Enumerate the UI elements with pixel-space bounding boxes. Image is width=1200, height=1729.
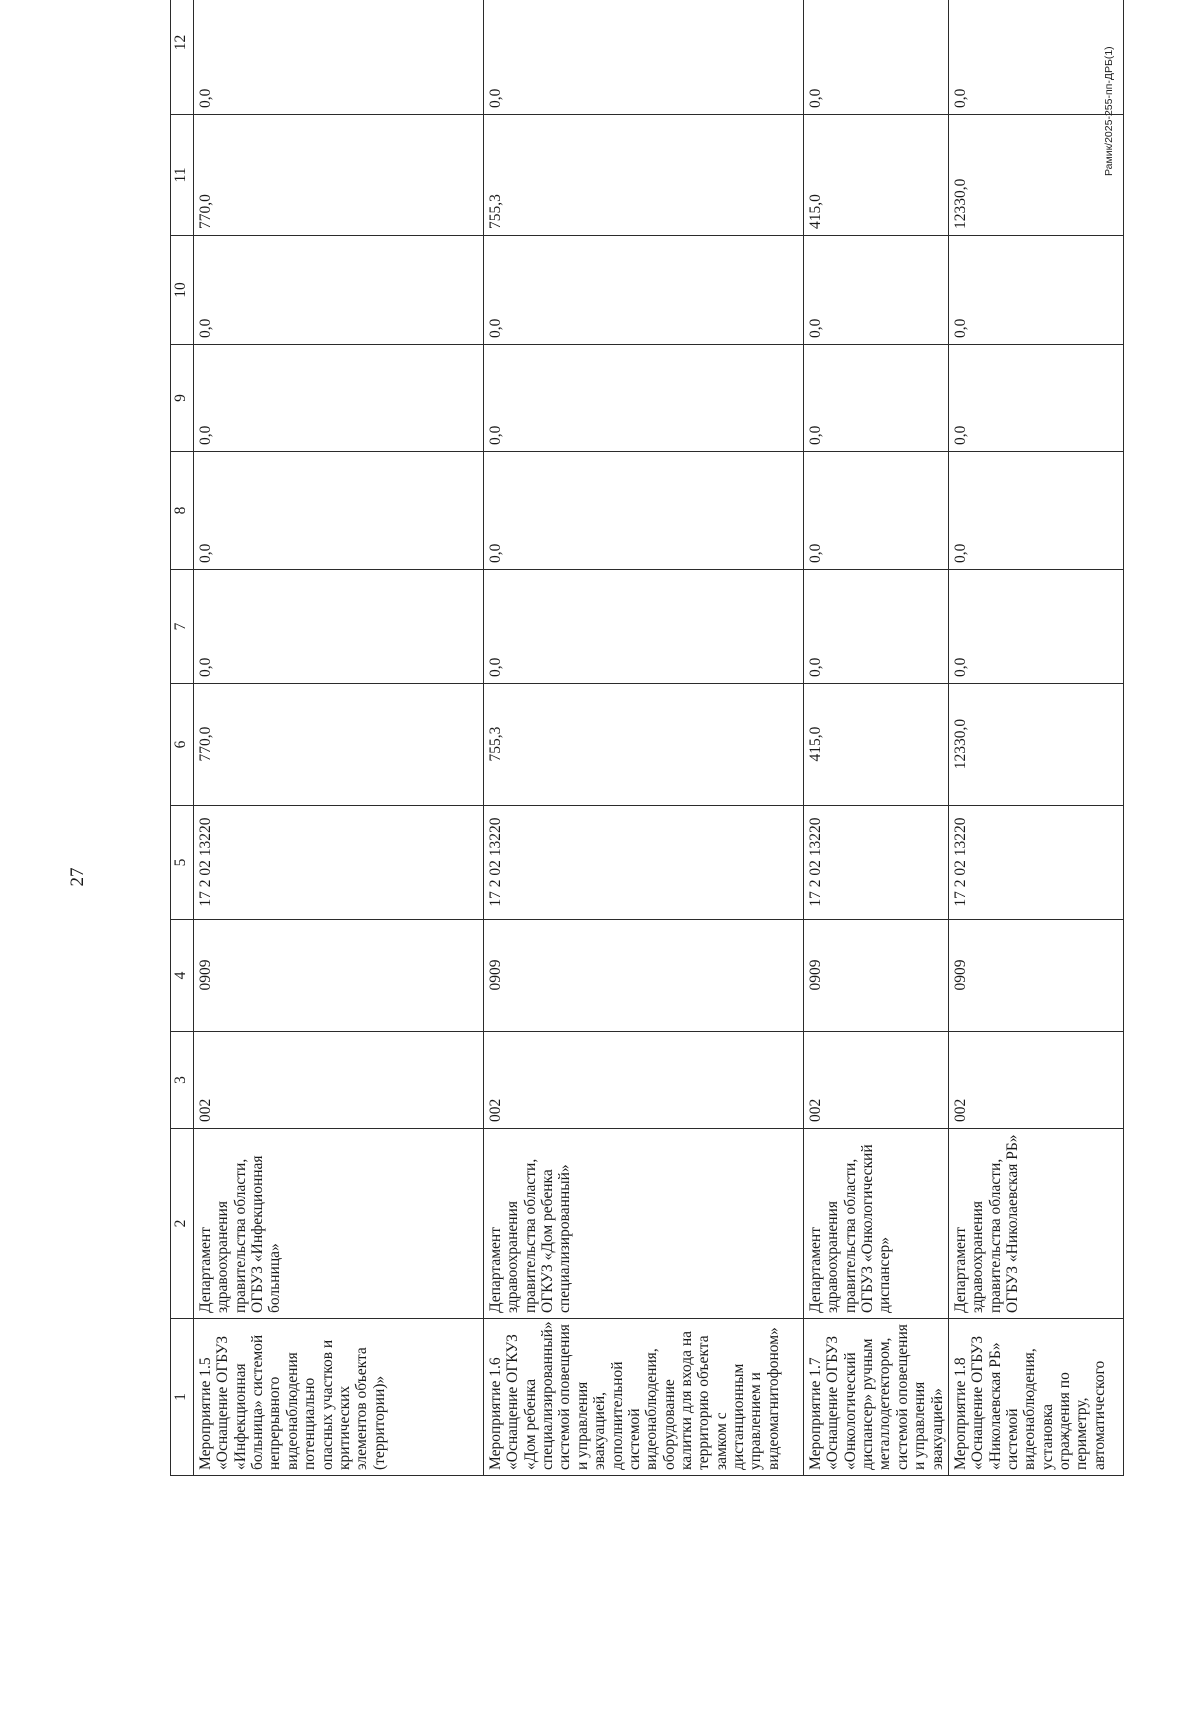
- value-cell-11: 770,0: [194, 115, 484, 236]
- section-cell: 0909: [804, 920, 949, 1032]
- value-cell-11: 415,0: [804, 115, 949, 236]
- total-cell: 12330,0: [948, 684, 1123, 806]
- code-cell: 002: [948, 1032, 1123, 1129]
- total-cell: 415,0: [804, 684, 949, 806]
- measure-cell: Мероприятие 1.5 «Оснащение ОГБУЗ «Инфекционная больница» системой непрерывного видеонаблюдения потенциально опасных участков и критических элементов объекта (территории)»: [194, 1319, 484, 1476]
- target-article-cell: 17 2 02 13220: [804, 806, 949, 920]
- col-header-7: 7: [171, 570, 194, 684]
- section-cell: 0909: [948, 920, 1123, 1032]
- header-row: [171, 0, 194, 1476]
- value-cell-9: 0,0: [484, 345, 804, 452]
- total-cell: 755,3: [484, 684, 804, 806]
- value-cell-7: 0,0: [804, 570, 949, 684]
- value-cell-7: 0,0: [948, 570, 1123, 684]
- value-cell-12: 0,0: [194, 0, 484, 115]
- code-cell: 002: [804, 1032, 949, 1129]
- value-cell-8: 0,0: [484, 452, 804, 570]
- col-header-10: 10: [171, 236, 194, 345]
- col-header-1: 1: [171, 1319, 194, 1476]
- col-header-2: 2: [171, 1129, 194, 1319]
- value-cell-12: 0,0: [804, 0, 949, 115]
- target-article-cell: 17 2 02 13220: [948, 806, 1123, 920]
- document-code: Рамик/2025-255-пп-ДРБ(1): [1103, 46, 1115, 176]
- section-cell: 0909: [194, 920, 484, 1032]
- code-cell: 002: [194, 1032, 484, 1129]
- code-cell: 002: [484, 1032, 804, 1129]
- value-cell-12: 0,0: [484, 0, 804, 115]
- value-cell-10: 0,0: [484, 236, 804, 345]
- col-header-4: 4: [171, 920, 194, 1032]
- measure-cell: Мероприятие 1.7 «Оснащение ОГБУЗ «Онкологический диспансер» ручным металлодетектором, системой оповещения и управления эвакуацией»: [804, 1319, 949, 1476]
- value-cell-8: 0,0: [804, 452, 949, 570]
- executor-cell: Департамент здравоохранения правительства области, ОГБУЗ «Онкологический диспансер»: [804, 1129, 949, 1319]
- col-header-3: 3: [171, 1032, 194, 1129]
- executor-cell: Департамент здравоохранения правительства области, ОГКУЗ «Дом ребенка специализированный»: [484, 1129, 804, 1319]
- value-cell-9: 0,0: [194, 345, 484, 452]
- value-cell-8: 0,0: [948, 452, 1123, 570]
- value-cell-10: 0,0: [804, 236, 949, 345]
- executor-cell: Департамент здравоохранения правительства области, ОГБУЗ «Инфекционная больница»: [194, 1129, 484, 1319]
- table-row: [484, 0, 804, 1476]
- col-header-9: 9: [171, 345, 194, 452]
- target-article-cell: 17 2 02 13220: [484, 806, 804, 920]
- executor-cell: Департамент здравоохранения правительства области, ОГБУЗ «Николаевская РБ»: [948, 1129, 1123, 1319]
- table-row: [194, 0, 484, 1476]
- value-cell-9: 0,0: [948, 345, 1123, 452]
- value-cell-10: 0,0: [948, 236, 1123, 345]
- total-cell: 770,0: [194, 684, 484, 806]
- value-cell-7: 0,0: [484, 570, 804, 684]
- col-header-11: 11: [171, 115, 194, 236]
- col-header-5: 5: [171, 806, 194, 920]
- measure-cell: Мероприятие 1.8 «Оснащение ОГБУЗ «Николаевская РБ» системой видеонаблюдения, установка ограждения по периметру, автоматического: [948, 1319, 1123, 1476]
- value-cell-7: 0,0: [194, 570, 484, 684]
- value-cell-10: 0,0: [194, 236, 484, 345]
- value-cell-8: 0,0: [194, 452, 484, 570]
- table-row: [948, 0, 1123, 1476]
- value-cell-11: 12330,0: [948, 115, 1123, 236]
- measure-cell: Мероприятие 1.6 «Оснащение ОГКУЗ «Дом ребенка специализированный» системой оповещения и управления эвакуацией, дополнительной системой видеонаблюдения, оборудование калитки для входа на территорию объекта замком с дистанционным управлением и видеомагнитофоном»: [484, 1319, 804, 1476]
- section-cell: 0909: [484, 920, 804, 1032]
- col-header-8: 8: [171, 452, 194, 570]
- target-article-cell: 17 2 02 13220: [194, 806, 484, 920]
- value-cell-12: 0,0: [948, 0, 1123, 115]
- funding-table: [170, 0, 1124, 1476]
- page-number: 27: [67, 867, 88, 887]
- col-header-6: 6: [171, 684, 194, 806]
- col-header-12: 12: [171, 0, 194, 115]
- rotated-sheet: [170, 34, 1118, 1476]
- value-cell-9: 0,0: [804, 345, 949, 452]
- value-cell-11: 755,3: [484, 115, 804, 236]
- table-row: [804, 0, 949, 1476]
